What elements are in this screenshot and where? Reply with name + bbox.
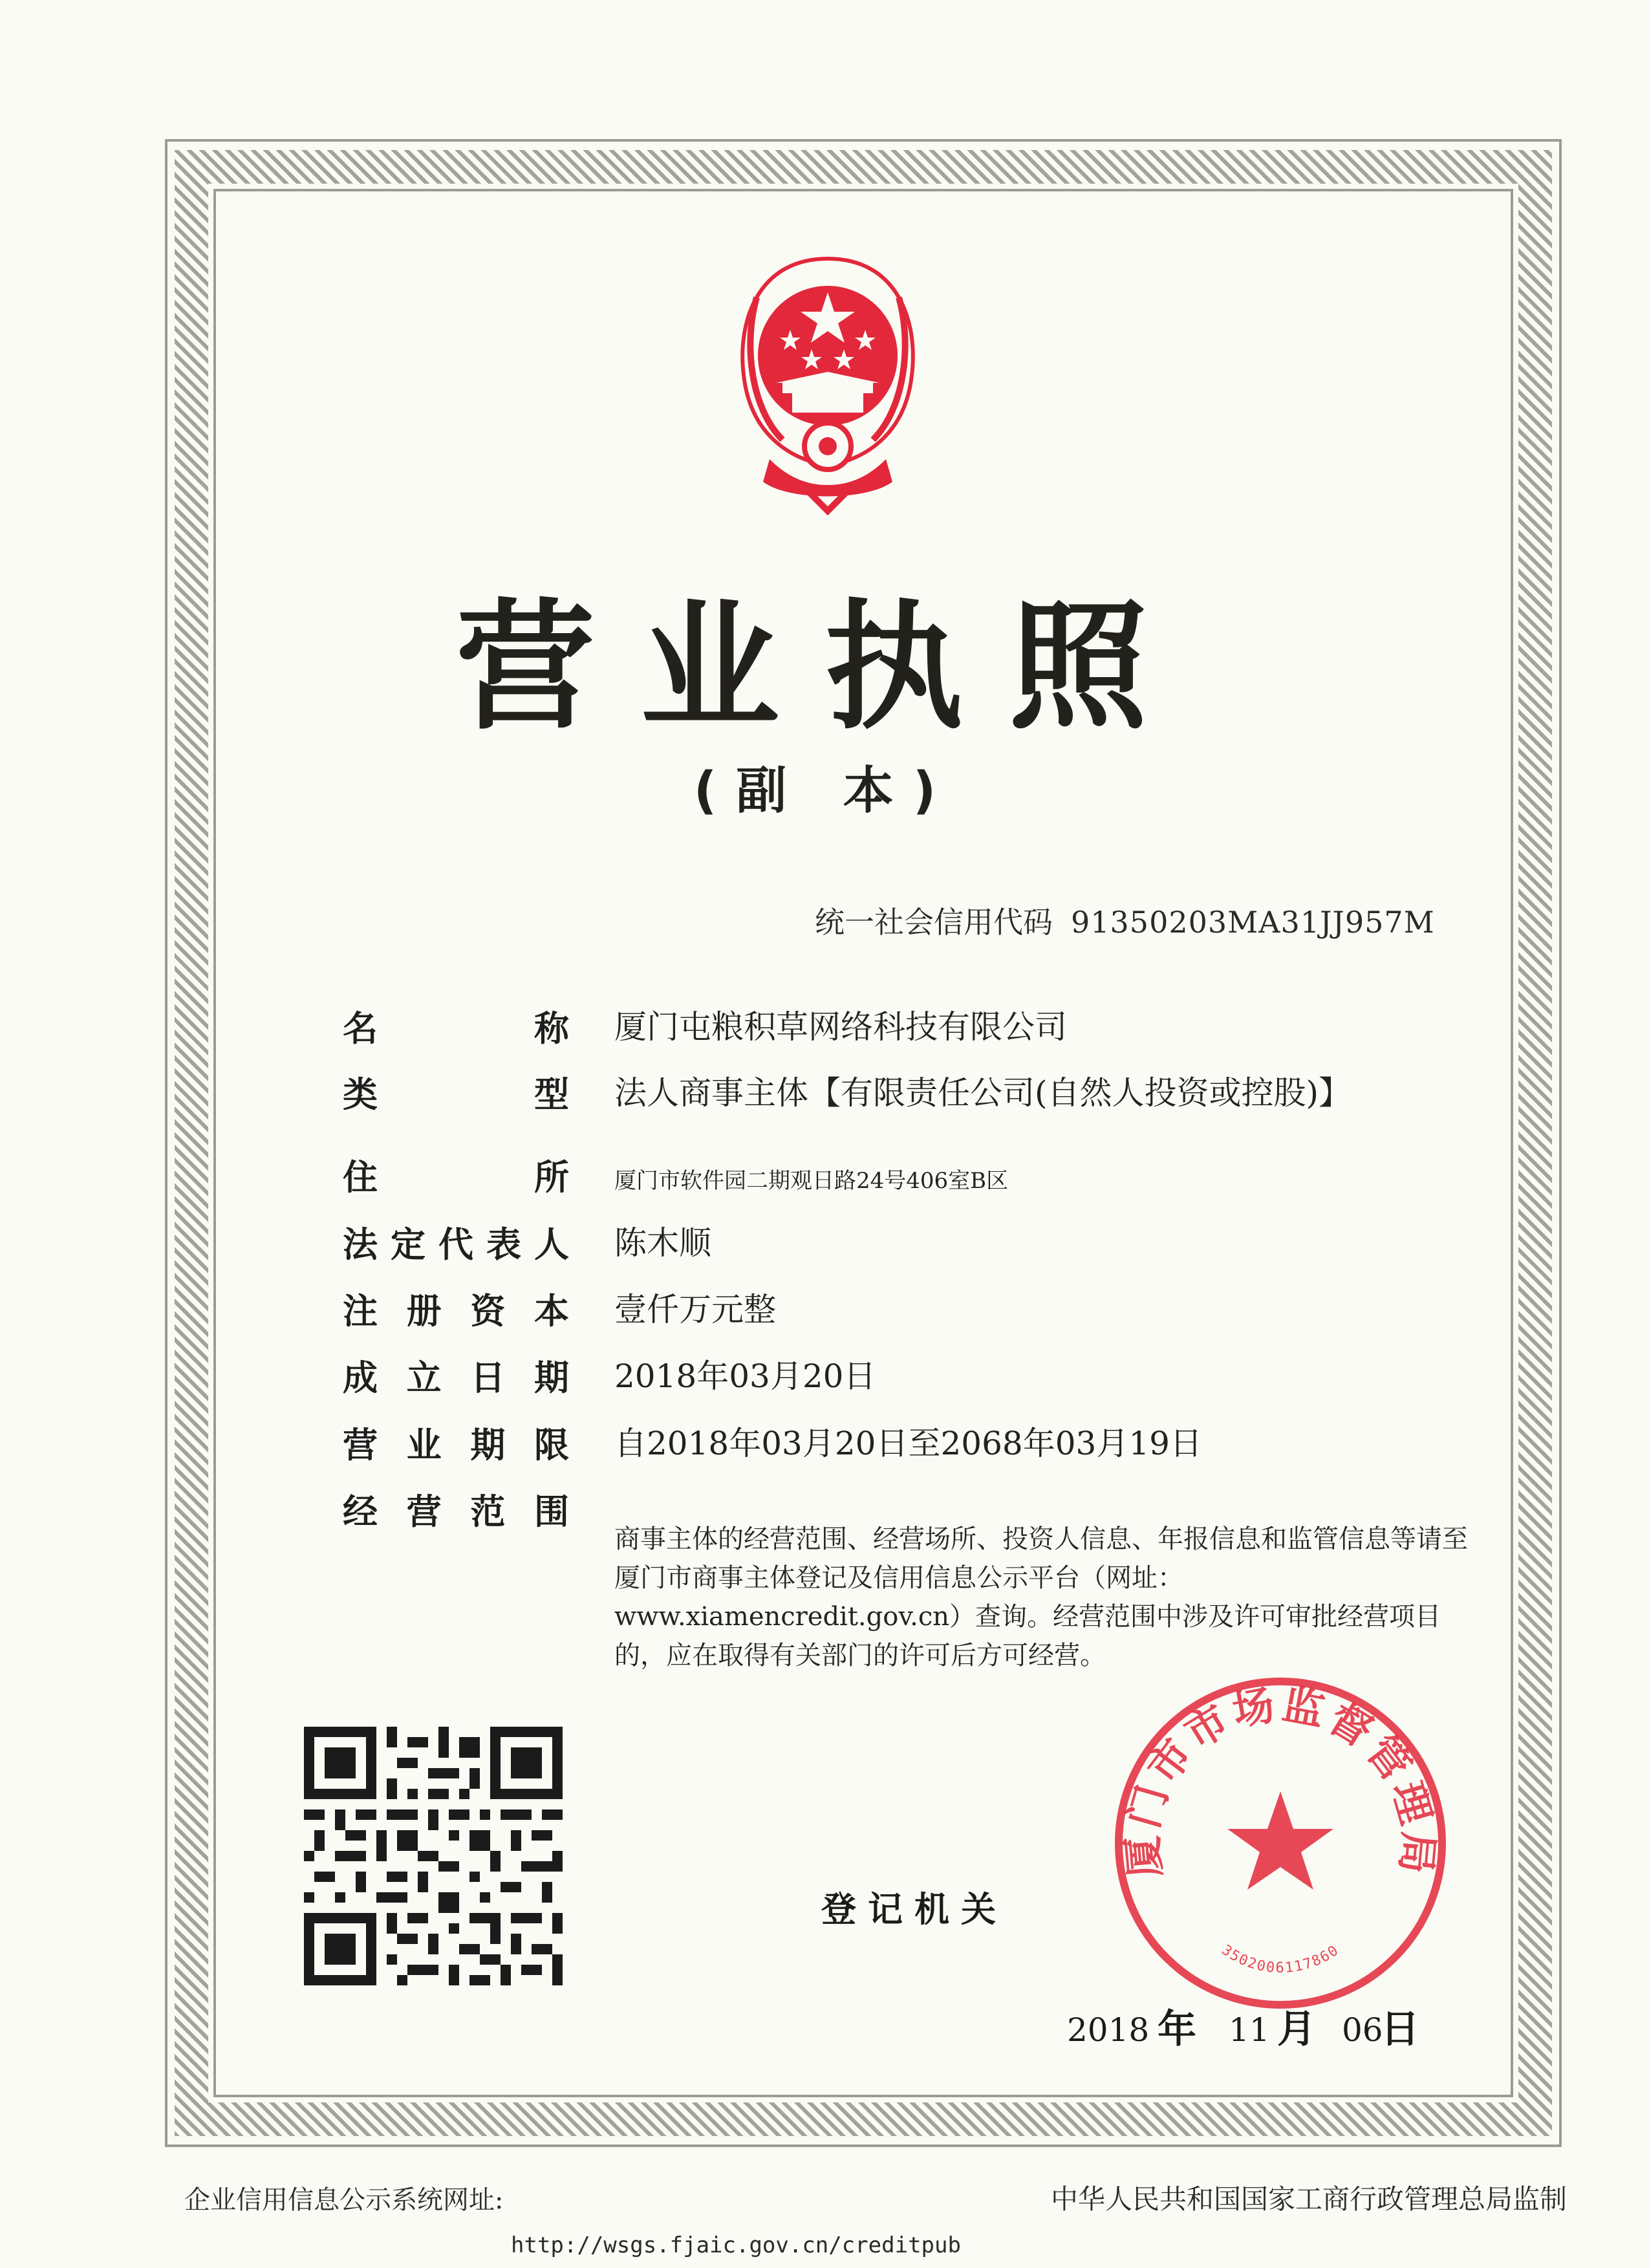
seal-number: 3502006117860 (1218, 1941, 1342, 1976)
field-value-registered-capital: 壹仟万元整 (614, 1291, 776, 1328)
field-value-legal-representative: 陈木顺 (614, 1224, 711, 1262)
field-label-business-term: 营 业 期 限 (343, 1425, 569, 1465)
certificate-title: 营业执照 (456, 586, 1193, 748)
field-label-established-date: 成 立 日 期 (343, 1357, 569, 1398)
credit-code-value: 91350203MA31JJ957M (1071, 905, 1435, 940)
footer-supervisor-label: 中华人民共和国国家工商行政管理总局监制 (1051, 2183, 1568, 2215)
qr-code[interactable] (304, 1727, 563, 1985)
field-label-type: 类 型 (343, 1074, 569, 1115)
registration-authority-label: 登记机关 (821, 1889, 1008, 1930)
issue-date-day-char: 日 (1381, 2007, 1419, 2052)
field-value-business-term: 自2018年03月20日至2068年03月19日 (614, 1425, 1202, 1462)
field-label-address: 住 所 (343, 1157, 569, 1198)
field-label-business-scope: 经 营 范 围 (343, 1491, 569, 1532)
field-value-established-date: 2018年03月20日 (614, 1357, 876, 1395)
national-emblem-icon (731, 246, 925, 517)
field-value-name: 厦门屯粮积草网络科技有限公司 (614, 1008, 1067, 1046)
field-label-registered-capital: 注 册 资 本 (343, 1291, 569, 1332)
issue-date-day: 06 (1342, 2011, 1383, 2049)
svg-text:3502006117860 (1218, 1942, 1342, 1976)
certificate-subtitle: (副 本) (693, 762, 956, 820)
field-label-name: 名 称 (343, 1008, 569, 1049)
credit-code-row (815, 899, 1435, 942)
field-label-legal-representative: 法 定 代 表 人 (343, 1224, 569, 1265)
issue-date-month: 11 (1229, 2011, 1270, 2049)
issue-date-year: 2018 (1067, 2011, 1150, 2049)
footer-site-url[interactable]: http://wsgs.fjaic.gov.cn/creditpub (511, 2232, 961, 2258)
credit-code-label: 统一社会信用代码 (815, 905, 1053, 940)
footer-site-label: 企业信用信息公示系统网址: (184, 2185, 504, 2215)
field-value-address: 厦门市软件园二期观日路24号406室B区 (614, 1168, 1009, 1194)
official-seal-stamp (1099, 1662, 1461, 2024)
field-value-type: 法人商事主体【有限责任公司(自然人投资或控股)】 (614, 1074, 1352, 1112)
business-scope-text: 商事主体的经营范围、经营场所、投资人信息、年报信息和监管信息等请至厦门市商事主体登记及信用信息公示平台（网址：www.xiamencredit.gov.cn）查询。经营范围中涉及许可审批经营项目的，应在取得有关部门的许可后方可经营。 (614, 1524, 1468, 1670)
issue-date-month-char: 月 (1277, 2007, 1316, 2052)
seal-text: 厦门市市场监督管理局 (1118, 1680, 1443, 1879)
issue-date-year-char: 年 (1158, 2007, 1196, 2052)
